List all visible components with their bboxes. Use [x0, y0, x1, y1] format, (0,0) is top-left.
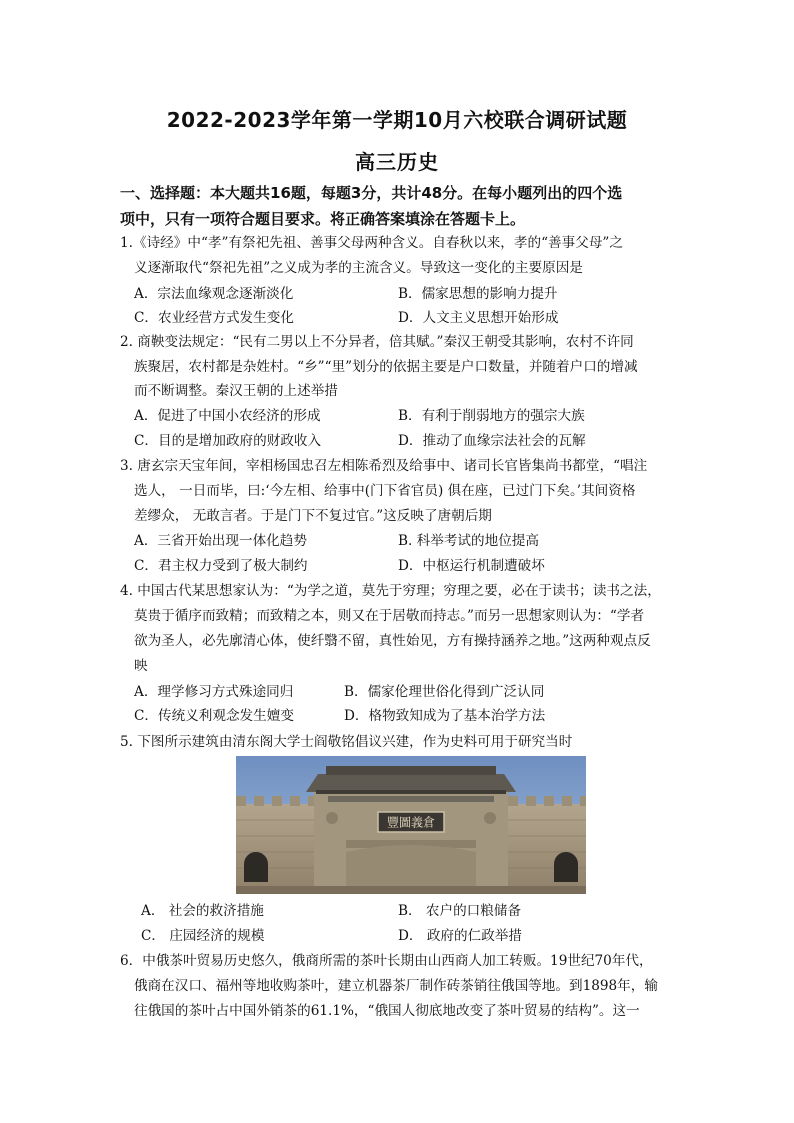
q5-option-b: B． 农户的口粮储备 — [398, 903, 522, 919]
q1-stem-2: 义逐渐取代“祭祀先祖”之义成为孝的主流含义。导致这一变化的主要原因是 — [134, 260, 583, 276]
q1-option-c: C．农业经营方式发生变化 — [134, 310, 294, 326]
q2-option-d: D．推动了血缘宗法社会的瓦解 — [398, 433, 586, 449]
q5-option-c: C． 庄园经济的规模 — [141, 928, 265, 944]
q6-stem-3: 往俄国的茶叶占中国外销茶的61.1%，“俄国人彻底地改变了茶叶贸易的结构”。这一 — [134, 1003, 640, 1019]
q4-option-a: A．理学修习方式殊途同归 — [134, 684, 294, 700]
granary-illustration — [236, 756, 586, 894]
q2-stem-1: 2. 商鞅变法规定：“民有二男以上不分异者，倍其赋。”秦汉王朝受其影响，农村不许同 — [120, 334, 634, 350]
q5-option-a: A． 社会的救济措施 — [141, 903, 264, 919]
q6-stem-2: 俄商在汉口、福州等地收购茶叶，建立机器茶厂制作砖茶销往俄国等地。到1898年，输 — [134, 978, 658, 994]
q2-option-a: A．促进了中国小农经济的形成 — [134, 408, 321, 424]
q6-stem-1: 6．中俄茶叶贸易历史悠久，俄商所需的茶叶长期由山西商人加工转贩。19世纪70年代， — [120, 953, 653, 969]
q1-option-b: B．儒家思想的影响力提升 — [398, 286, 558, 302]
q5-stem-1: 5. 下图所示建筑由清东阁大学士阎敬铭倡议兴建，作为史料可用于研究当时 — [120, 734, 573, 750]
exam-subtitle: 高三历史 — [355, 150, 439, 174]
section-line-1: 一、选择题：本大题共16题，每题3分，共计48分。在每小题列出的四个选 — [120, 184, 623, 202]
q3-option-c: C．君主权力受到了极大制约 — [134, 558, 308, 574]
q3-stem-1: 3. 唐玄宗天宝年间，宰相杨国忠召左相陈希烈及给事中、诸司长官皆集尚书都堂，“唱注 — [120, 458, 648, 474]
q2-option-b: B．有利于削弱地方的强宗大族 — [398, 408, 585, 424]
q3-option-a: A．三省开始出现一体化趋势 — [134, 533, 307, 549]
section-line-2: 项中，只有一项符合题目要求。将正确答案填涂在答题卡上。 — [120, 210, 526, 228]
q5-option-d: D． 政府的仁政举措 — [398, 928, 522, 944]
q2-stem-2: 族聚居，农村都是杂姓村。“乡”“里”划分的依据主要是户口数量，并随着户口的增减 — [134, 359, 638, 375]
q3-stem-3: 差缪众， 无敢言者。于是门下不复过官。”这反映了唐朝后期 — [134, 508, 492, 524]
q1-option-a: A．宗法血缘观念逐渐淡化 — [134, 286, 294, 302]
q4-option-d: D．格物致知成为了基本治学方法 — [344, 708, 546, 724]
q4-option-b: B．儒家伦理世俗化得到广泛认同 — [344, 684, 545, 700]
section-heading — [120, 180, 680, 232]
q2-stem-3: 而不断调整。秦汉王朝的上述举措 — [134, 383, 338, 399]
q4-stem-4: 映 — [134, 658, 148, 674]
granary-photo — [236, 756, 586, 894]
q2-option-c: C．目的是增加政府的财政收入 — [134, 433, 322, 449]
q1-stem-1: 1.《诗经》中“孝”有祭祀先祖、善事父母两种含义。自春秋以来，孝的“善事父母”之 — [120, 235, 623, 251]
q3-stem-2: 选人， 一日而毕，曰:‘今左相、给事中(门下省官员) 俱在座，已过门下矣。’其间资格 — [134, 483, 636, 499]
q3-option-d: D．中枢运行机制遭破坏 — [398, 558, 545, 574]
q4-stem-3: 欲为圣人，必先廓清心体，使纤翳不留，真性始见，方有操持涵养之地。”这两种观点反 — [134, 633, 651, 649]
plaque-text: 豐圖義倉 — [386, 815, 436, 830]
q4-option-c: C．传统义利观念发生嬗变 — [134, 708, 294, 724]
q4-stem-2: 莫贵于循序而致精；而致精之本，则又在于居敬而持志。”而另一思想家则认为：“学者 — [134, 608, 645, 624]
exam-title: 2022-2023学年第一学期10月六校联合调研试题 — [166, 108, 628, 132]
q1-option-d: D．人文主义思想开始形成 — [398, 310, 559, 326]
q4-stem-1: 4. 中国古代某思想家认为：“为学之道，莫先于穷理；穷理之要，必在于读书；读书之法， — [120, 583, 661, 599]
q3-option-b: B. 科举考试的地位提高 — [398, 533, 539, 549]
